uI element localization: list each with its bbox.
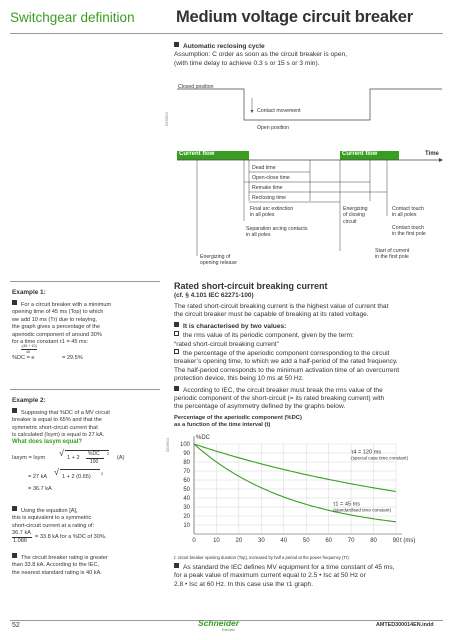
- dc-chart: [172, 430, 444, 554]
- bullet-icon: [174, 563, 179, 568]
- series-label: τ1 = 45 ms: [333, 501, 361, 508]
- x-tick-label: 80: [370, 538, 377, 544]
- current-flow-label-1: Current flow: [179, 151, 215, 157]
- energizing-close-label: Energizing of closing circuit: [343, 206, 368, 225]
- x-tick-label: 30: [257, 538, 265, 544]
- x-tick-label: 50: [302, 538, 310, 544]
- x-tick-label: 40: [280, 538, 288, 544]
- contact-touch-first-label: Contact touch in the first pole: [392, 225, 426, 238]
- y-tick-label: 40: [183, 496, 190, 502]
- remake-time-label: Remake time: [252, 185, 283, 191]
- y-tick-label: 30: [183, 505, 190, 511]
- example1-text: For a circuit breaker with a minimum opening time of 45 ms (Top) to which we add 10 ms (Tr) due to relaying, the graph gives a percentage of the aperiodic component of around 30% for a time constant τ1 = 45 ms:: [12, 302, 112, 346]
- reclosing-assumption: Assumption: C order as soon as the circuit breaker is open,: [174, 51, 347, 59]
- example2-text: Supposing that %DC of a MV circuit breaker is equal to 65% and that the symmetric short-circuit current that is calculated (Isym) is equal to 27 kA.: [12, 410, 110, 439]
- checkbox-icon: [174, 349, 179, 354]
- checkbox-icon: [174, 331, 179, 336]
- y-tick-label: 10: [183, 523, 190, 529]
- current-flow-label-2: Current flow: [342, 151, 378, 157]
- rated-body: The rated short-circuit breaking current is the highest value of current that the circuit breaker must be capable of breaking at its rated voltage. It is characterised by two values: the rms value of its periodic component, given by the term: “rated short-circuit breaking current” the percentage of the aperiodic component corresponding to the circuit breaker’s opening time, to which we add a half-period of the rated frequency. The half-period corresponds to the minimum activation time of an overcurrent protection device, this being 10 ms at 50 Hz. According to IEC, the circuit breaker must break the rms value of the periodic component of the short-circuit (= its rated breaking current) with the percentage of asymmetry defined by the graphs below.: [174, 303, 400, 411]
- y-tick-label: 80: [183, 460, 190, 466]
- final-arc-label: Final arc extinction in all poles: [250, 206, 294, 219]
- bullet-icon: [174, 42, 179, 47]
- x-tick-label: 20: [235, 538, 243, 544]
- contact-trace: [177, 89, 442, 120]
- rated-conclusion: As standard the IEC defines MV equipment for a time constant of 45 ms, for a peak value of maximum current equal to 2.5 • Isc at 50 Hz or 2.8 • Isc at 60 Hz. In this case use the τ1 graph.: [174, 564, 395, 588]
- time-arrow: [439, 158, 443, 162]
- start-current-label: Start of current in the first pole: [375, 248, 410, 261]
- arrow-head: [251, 110, 254, 113]
- dead-time-label: Dead time: [252, 165, 276, 171]
- open-position-label: Open position: [257, 125, 290, 131]
- reclosing-time-label: Reclosing time: [252, 195, 287, 201]
- bullet-icon: [12, 300, 17, 305]
- series-label: τ4 = 120 ms: [351, 449, 382, 456]
- energizing-open-label: Energizing of opening release: [200, 254, 237, 267]
- bullet-icon: [12, 553, 17, 558]
- time-label: Time: [425, 151, 439, 157]
- example2-question: What does Iasym equal?: [12, 439, 83, 445]
- y-tick-label: 20: [183, 514, 190, 520]
- example2-divider: [10, 389, 160, 390]
- reclosing-assumption2: (with time delay to achieve 0.3 s or 15 s or 3 min).: [174, 59, 320, 67]
- header-divider: [10, 33, 443, 34]
- chart-code: DE59503: [166, 437, 170, 452]
- series-note: (standardised time constant): [333, 507, 392, 513]
- reclosing-intro: [174, 42, 444, 68]
- y-tick-label: 70: [183, 469, 190, 475]
- bullet-icon: [174, 386, 179, 391]
- reclosing-heading: Automatic reclosing cycle: [183, 43, 265, 50]
- open-close-time-label: Open-close time: [252, 175, 290, 181]
- reclosing-diagram: [172, 66, 444, 272]
- x-tick-label: 10: [213, 538, 220, 544]
- example2-bullet3: The circuit breaker rating is greater than 33.8 kA. According to the IEC, the nearest standard rating is 40 kA.: [12, 555, 108, 576]
- section-title: Switchgear definition: [10, 10, 135, 25]
- closed-position-label: Closed position: [178, 84, 214, 90]
- x-tick-label: 70: [347, 538, 355, 544]
- example2-bullet2: Using the equation [A], this is equivalent to a symmetric short-circuit current at a rating of:: [12, 508, 95, 529]
- page-number: 52: [12, 622, 20, 629]
- rated-subtitle: (cf. § 4.101 IEC 62271-100): [174, 292, 254, 299]
- page-title: Medium voltage circuit breaker: [176, 8, 413, 26]
- y-tick-label: 50: [183, 487, 190, 493]
- example1-divider: [10, 281, 160, 282]
- x-tick-label: 0: [192, 538, 196, 544]
- chart-footnote: t: circuit breaker opening duration (Top), increased by half a period at the power frequency (Tr).: [174, 555, 350, 560]
- y-tick-label: 60: [183, 478, 190, 484]
- separation-label: Separation arcing contacts in all poles: [246, 226, 308, 239]
- brand-logo: Schneider Electric: [198, 618, 240, 632]
- y-tick-label: 100: [179, 442, 190, 448]
- contact-touch-all-label: Contact touch in all poles: [392, 206, 425, 219]
- bullet-icon: [12, 408, 17, 413]
- contact-movement-label: Contact movement: [257, 108, 301, 114]
- doc-code: AMTED300014EN.indd: [376, 622, 434, 628]
- example2-title: Example 2:: [12, 397, 46, 404]
- example2-equations: Iasym = Isym √ 1 + 2 %DC 100 2 (A) = 27 kA √ 1 + 2 (0.65) 2 = 36.7 kA: [12, 448, 125, 492]
- example1-title: Example 1:: [12, 289, 46, 296]
- diagram-code: DE59502: [165, 111, 169, 126]
- chart-caption: Percentage of the aperiodic component (%DC) as a function of the time interval (t): [174, 415, 302, 428]
- x-axis-label: t (ms): [400, 538, 416, 544]
- series-note: (special case time constant): [351, 455, 409, 461]
- x-tick-label: 60: [325, 538, 333, 544]
- rated-title: Rated short-circuit breaking current: [174, 281, 328, 291]
- y-axis-label: %DC: [196, 435, 211, 441]
- y-tick-label: 90: [183, 451, 190, 457]
- bullet-icon: [12, 506, 17, 511]
- example2-fraction: 36.7 kA 1.086 = 33.8 kA for a %DC of 30%.: [12, 530, 107, 544]
- bullet-icon: [174, 322, 179, 327]
- x-tick-label: 90: [392, 538, 400, 544]
